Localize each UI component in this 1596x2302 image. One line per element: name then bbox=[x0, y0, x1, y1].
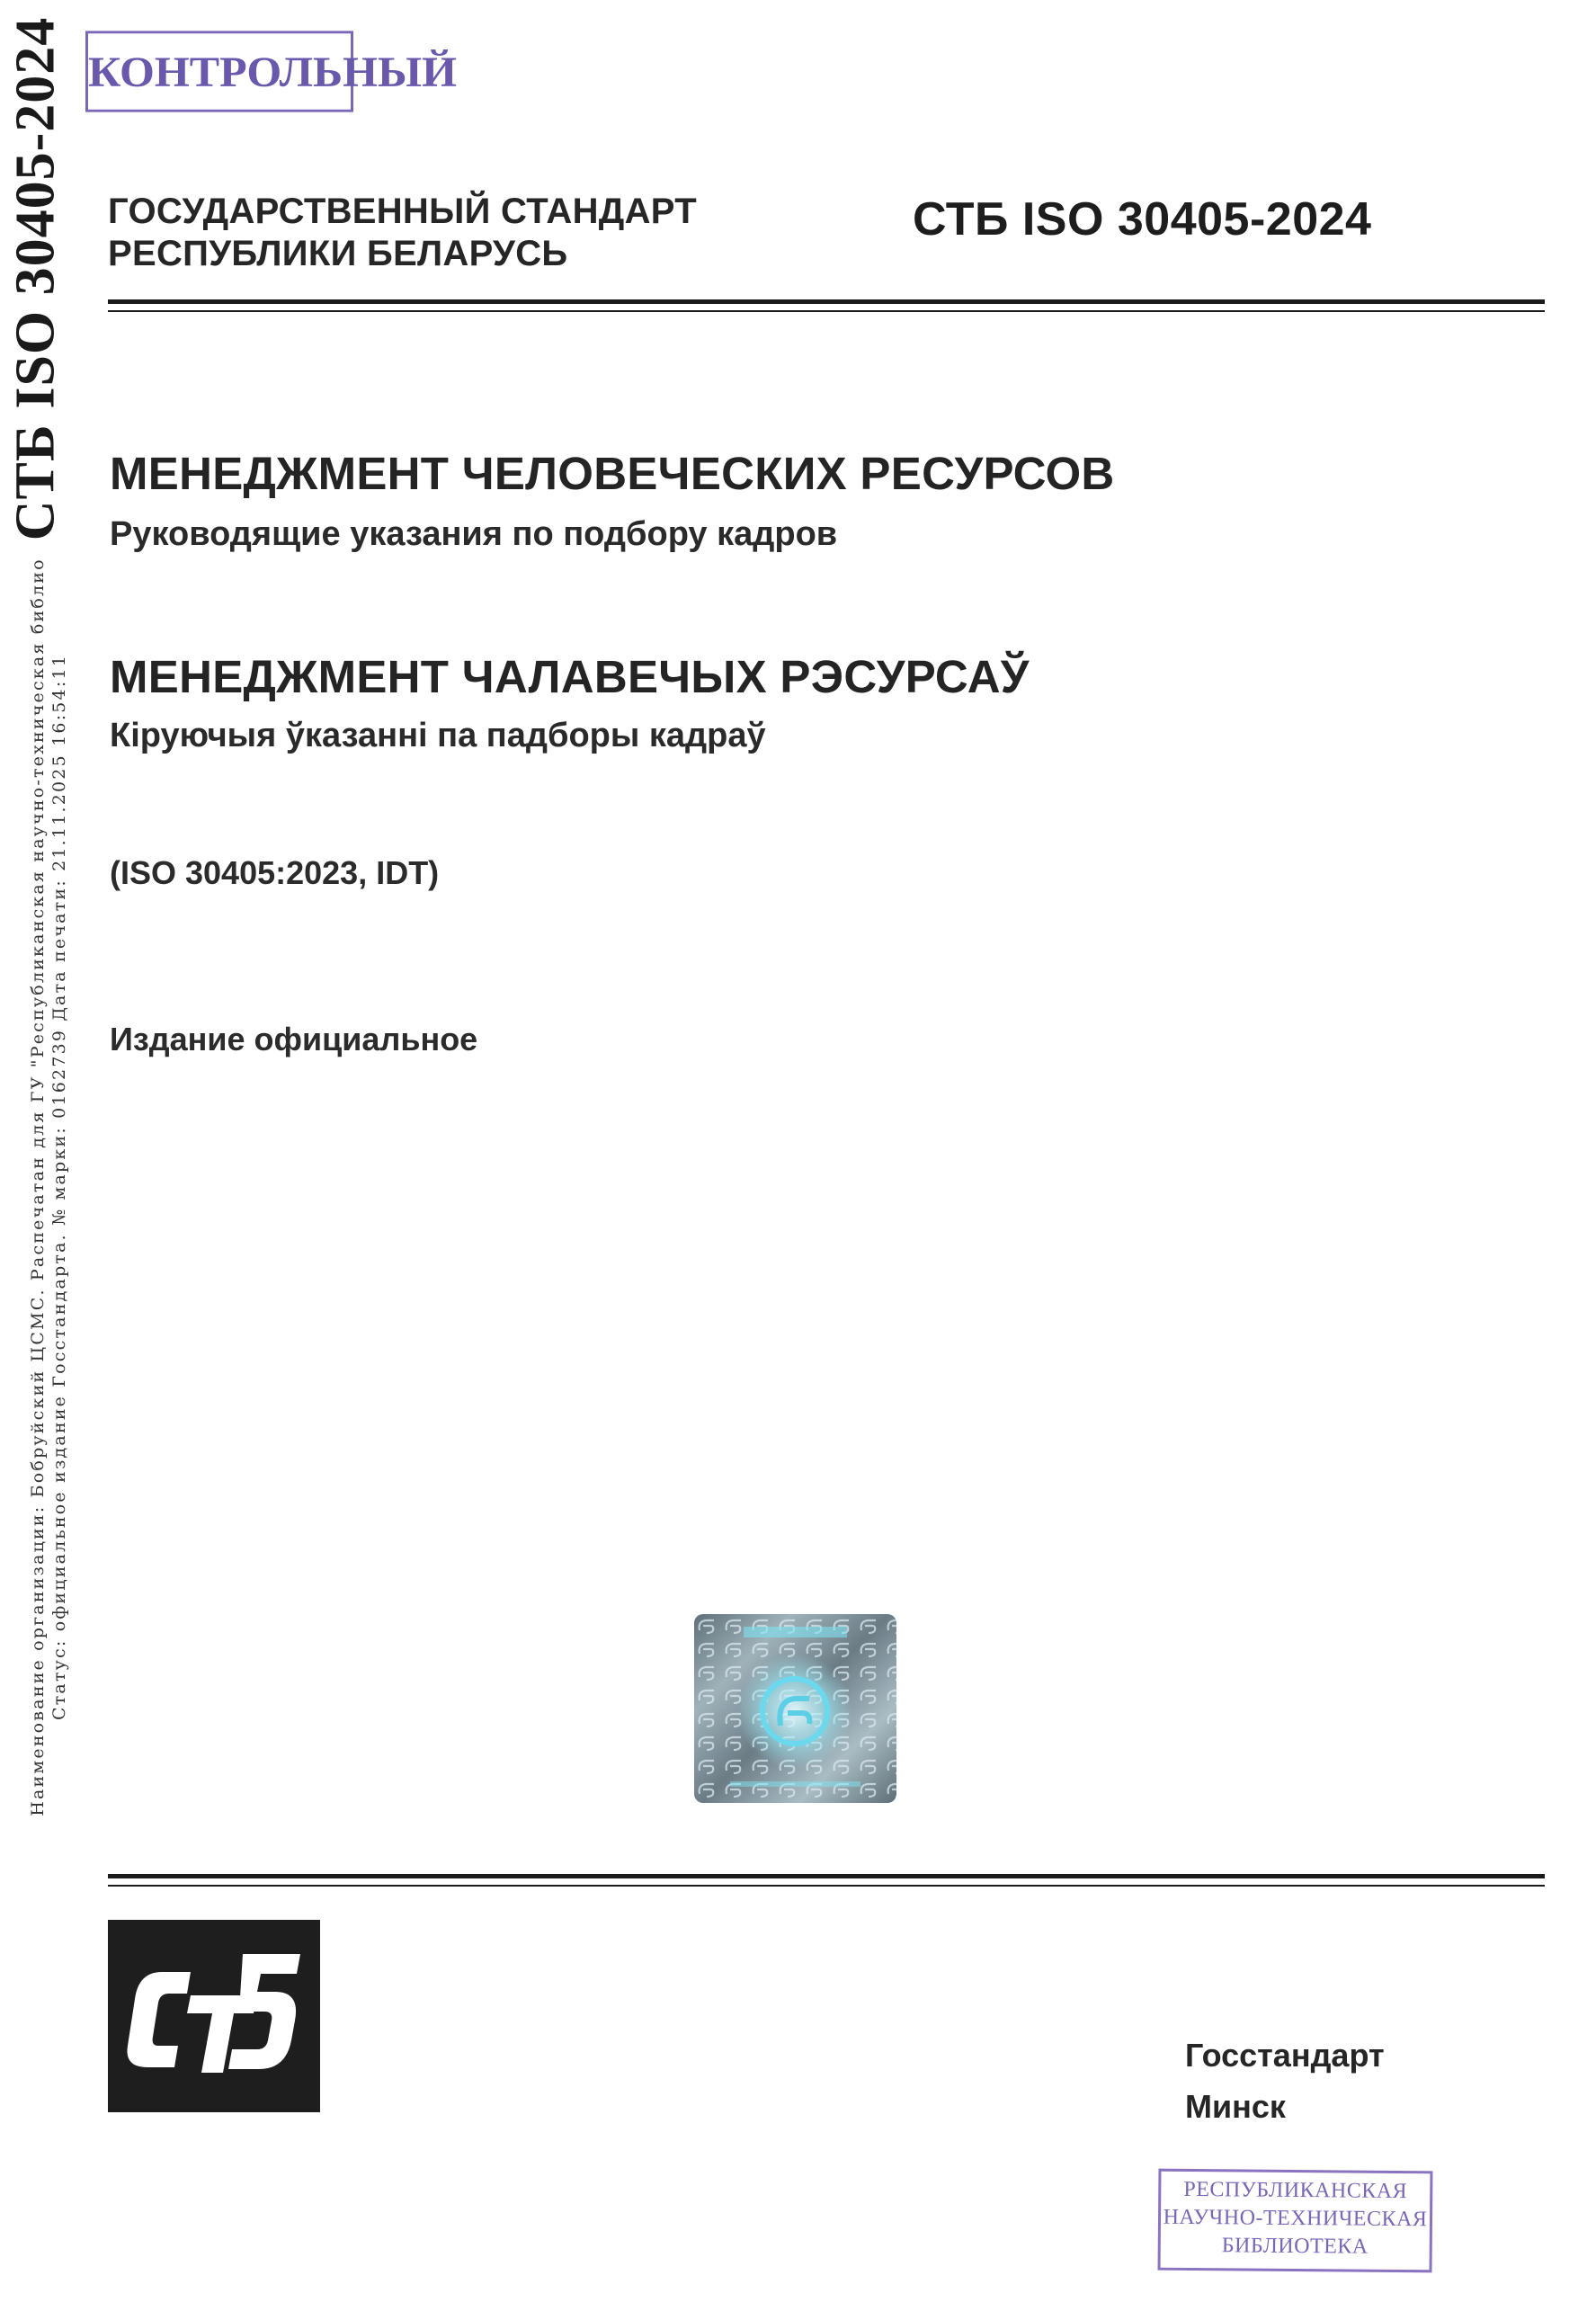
subtitle-belarusian: Кіруючыя ўказанні па падборы кадраў bbox=[110, 717, 766, 754]
subtitle-russian: Руководящие указания по подбору кадров bbox=[110, 515, 838, 553]
title-russian: МЕНЕДЖМЕНТ ЧЕЛОВЕЧЕСКИХ РЕСУРСОВ bbox=[110, 448, 1115, 499]
organization-line-2: РЕСПУБЛИКИ БЕЛАРУСЬ bbox=[108, 234, 568, 273]
iso-reference: (ISO 30405:2023, IDT) bbox=[110, 854, 440, 891]
library-stamp bbox=[1158, 2169, 1433, 2273]
publisher-name: Госстандарт bbox=[1185, 2037, 1385, 2074]
footer-rule-thin bbox=[108, 1885, 1545, 1887]
title-belarusian: МЕНЕДЖМЕНТ ЧАЛАВЕЧЫХ РЭСУРСАЎ bbox=[110, 651, 1030, 702]
organization-line-1: ГОСУДАРСТВЕННЫЙ СТАНДАРТ bbox=[108, 192, 697, 231]
library-stamp-line-1: РЕСПУБЛИКАНСКАЯ bbox=[1183, 2177, 1408, 2204]
edition-label: Издание официальное bbox=[110, 1021, 478, 1057]
standard-code: СТБ ISO 30405-2024 bbox=[913, 193, 1372, 245]
library-stamp-line-3: БИБЛИОТЕКА bbox=[1221, 2234, 1369, 2259]
spine-standard-code bbox=[0, 0, 72, 558]
spine-code-text: СТБ ISO 30405-2024 bbox=[4, 16, 67, 541]
stb-logo-icon bbox=[108, 1920, 320, 2112]
library-stamp-line-2: НАУЧНО-ТЕХНИЧЕСКАЯ bbox=[1163, 2205, 1428, 2232]
spine-info-line-2: Статус: официальное издание Госстандарта. № марки: 0162739 Дата печати: 21.11.2025 16:54:11 bbox=[49, 653, 69, 1721]
header-rule-thin bbox=[108, 310, 1545, 312]
hologram-sticker-icon bbox=[694, 1614, 896, 1803]
spine-info-line-1: Наименование организации: Бобруйский ЦСМС. Распечатан для ГУ "Республиканская научно-техническая библио bbox=[28, 558, 48, 1816]
header-rule-thick bbox=[108, 299, 1545, 304]
control-stamp: КОНТРОЛЬНЫЙ bbox=[85, 31, 353, 112]
publication-city: Минск bbox=[1185, 2088, 1286, 2125]
footer-rule-thick bbox=[108, 1874, 1545, 1878]
